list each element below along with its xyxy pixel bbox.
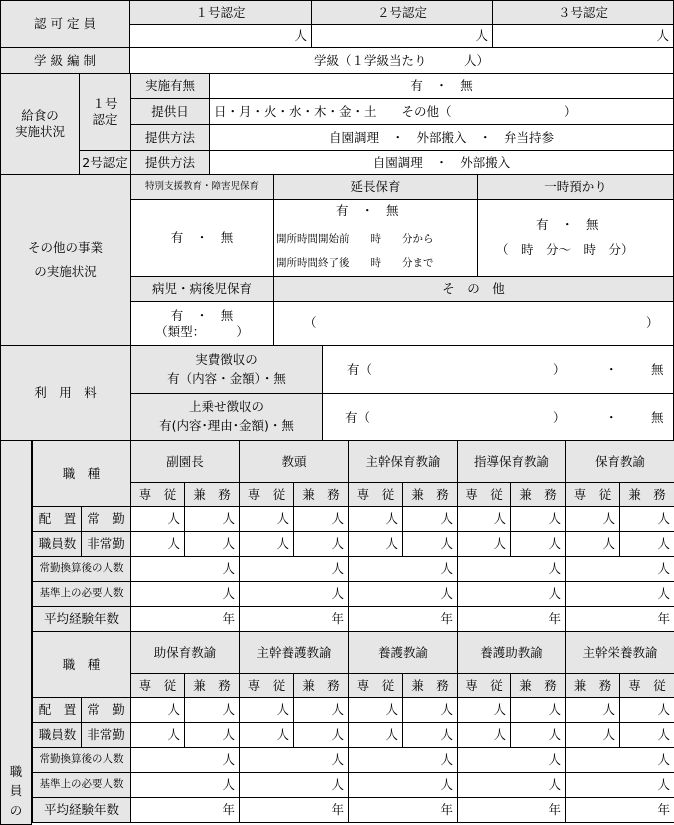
converted-count-label: 常勤換算後の人数 — [32, 556, 131, 582]
staff-side-char: 員 — [9, 783, 23, 799]
job-type-label: 職 種 — [32, 631, 131, 698]
unit-label: 年 — [657, 802, 670, 818]
unit-label: 人 — [222, 586, 235, 602]
unit-label: 人 — [440, 561, 453, 577]
unit-label: 人 — [656, 28, 669, 44]
unit-label: 人 — [294, 28, 307, 44]
meals-method1-field[interactable]: 自園調理 ・ 外部搬入 ・ 弁当持参 — [209, 124, 674, 151]
unit-label: 人 — [440, 727, 453, 743]
experience-field[interactable] — [457, 606, 566, 632]
staff-count-field[interactable] — [348, 506, 403, 532]
unit-label: 人 — [331, 561, 344, 577]
regular-label: 常 勤 — [81, 506, 131, 532]
employment-type-header: 兼 務 — [510, 673, 566, 698]
required-count-field[interactable] — [348, 581, 458, 607]
sick-care-type: （類型： ） — [155, 323, 249, 339]
staff-count-label: 職員数 — [32, 722, 83, 748]
staff-count-field[interactable] — [619, 531, 674, 557]
sick-care-field[interactable] — [130, 301, 274, 346]
unit-label: 人 — [602, 727, 615, 743]
staff-count-field[interactable] — [619, 722, 674, 748]
staff-side-char: の — [9, 802, 23, 818]
job-type-label: 職 種 — [32, 440, 131, 507]
job-header: 副園長 — [130, 440, 240, 483]
unit-label: 人 — [548, 561, 561, 577]
meals-type2-label: 2号認定 — [79, 150, 131, 175]
required-count-field[interactable] — [348, 772, 458, 798]
employment-type-header: 専 従 — [239, 673, 294, 698]
experience-field[interactable] — [239, 797, 349, 823]
regular-label: 常 勤 — [81, 697, 131, 723]
unit-label: 人 — [167, 727, 180, 743]
employment-type-header: 兼 務 — [510, 482, 566, 507]
experience-field[interactable] — [348, 797, 458, 823]
unit-label: 人 — [657, 561, 670, 577]
required-count-field[interactable] — [130, 581, 240, 607]
unit-label: 人 — [276, 727, 289, 743]
required-count-field[interactable] — [239, 772, 349, 798]
job-header: 指導保育教諭 — [457, 440, 566, 483]
converted-count-field[interactable] — [565, 747, 674, 773]
required-count-field[interactable] — [565, 581, 674, 607]
staff-count-field[interactable] — [184, 722, 240, 748]
experience-field[interactable] — [348, 606, 458, 632]
unit-label: 人 — [657, 727, 670, 743]
staff-count-field[interactable] — [293, 697, 349, 723]
fees-actual-close: ） — [553, 362, 566, 377]
employment-type-header: 兼 務 — [402, 673, 458, 698]
unit-label: 年 — [657, 611, 670, 627]
converted-count-label: 常勤換算後の人数 — [32, 747, 131, 773]
staff-side-char: 職 — [9, 763, 23, 779]
meals-method1-label: 提供方法 — [130, 124, 210, 151]
unit-label: 年 — [331, 611, 344, 627]
unit-label: 年 — [440, 802, 453, 818]
staff-count-field[interactable] — [348, 531, 403, 557]
capacity-type1-field[interactable] — [129, 24, 312, 48]
other-field[interactable] — [273, 301, 674, 346]
staff-count-field[interactable] — [510, 506, 566, 532]
unit-label: 人 — [475, 28, 488, 44]
unit-label: 人 — [440, 702, 453, 718]
unit-label: 人 — [385, 511, 398, 527]
converted-count-field[interactable] — [130, 556, 240, 582]
unit-label: 人 — [222, 561, 235, 577]
fees-extra-close: ） — [553, 410, 566, 425]
employment-type-header: 専 従 — [239, 482, 294, 507]
staff-count-field[interactable] — [565, 506, 620, 532]
employment-type-header: 兼 務 — [565, 673, 620, 698]
experience-field[interactable] — [130, 797, 240, 823]
unit-label: 人 — [657, 777, 670, 793]
employment-type-header: 兼 務 — [293, 673, 349, 698]
employment-type-header: 兼 務 — [293, 482, 349, 507]
staff-count-field[interactable] — [402, 697, 458, 723]
employment-type-header: 専 従 — [457, 673, 511, 698]
unit-label: 人 — [493, 536, 506, 552]
required-count-label: 基準上の必要人数 — [32, 772, 131, 798]
experience-field[interactable] — [457, 797, 566, 823]
other-close-paren: ） — [646, 315, 659, 330]
unit-label: 人 — [440, 536, 453, 552]
meals-days-label: 提供日 — [130, 98, 210, 125]
required-count-label: 基準上の必要人数 — [32, 581, 131, 607]
fees-actual-cost-label: 実費徴収の 有（内容・金額）・無 — [130, 345, 323, 394]
unit-label: 人 — [331, 777, 344, 793]
unit-label: 人 — [331, 586, 344, 602]
unit-label: 年 — [222, 802, 235, 818]
staff-count-field[interactable] — [402, 722, 458, 748]
capacity-header-type2: ２号認定 — [311, 0, 493, 25]
job-header: 主幹保育教諭 — [348, 440, 458, 483]
capacity-header-type3: ３号認定 — [492, 0, 674, 25]
other-services-label: その他の事業 の実施状況 — [0, 174, 131, 346]
unit-label: 人 — [548, 511, 561, 527]
staff-side-label — [0, 440, 32, 825]
extended-care-value: 有 ・ 無 — [336, 203, 399, 218]
unit-label: 人 — [385, 702, 398, 718]
unit-label: 年 — [222, 611, 235, 627]
meals-label: 給食の 実施状況 — [0, 73, 80, 175]
unit-label: 人 — [440, 752, 453, 768]
unit-label: 人 — [222, 727, 235, 743]
staff-count-field[interactable] — [239, 697, 294, 723]
unit-label: 人 — [493, 702, 506, 718]
temporary-care-value: 有 ・ 無 — [536, 217, 599, 232]
experience-field[interactable] — [565, 797, 674, 823]
converted-count-field[interactable] — [457, 747, 566, 773]
required-count-field[interactable] — [239, 581, 349, 607]
unit-label: 人 — [657, 702, 670, 718]
unit-label: 人 — [276, 536, 289, 552]
extended-care-line2: 開所時間終了後 時 分まで — [276, 257, 434, 269]
unit-label: 人 — [493, 511, 506, 527]
unit-label: 人 — [548, 536, 561, 552]
unit-label: 人 — [548, 586, 561, 602]
staff-count-field[interactable] — [130, 697, 185, 723]
unit-label: 人 — [548, 727, 561, 743]
required-count-field[interactable] — [457, 581, 566, 607]
fees-actual-open: 有（ — [347, 362, 373, 377]
converted-count-field[interactable] — [348, 556, 458, 582]
meals-method2-label: 提供方法 — [130, 150, 210, 175]
staff-count-field[interactable] — [565, 531, 620, 557]
unit-label: 人 — [602, 702, 615, 718]
job-header: 主幹栄養教諭 — [565, 631, 674, 674]
unit-label: 人 — [222, 702, 235, 718]
staff-count-field[interactable] — [239, 722, 294, 748]
job-header: 教頭 — [239, 440, 349, 483]
employment-type-header: 専 従 — [130, 673, 185, 698]
extended-care-field[interactable] — [273, 199, 478, 277]
fees-actual-sep: ・ — [605, 362, 618, 377]
staff-count-field[interactable] — [510, 722, 566, 748]
unit-label: 年 — [548, 802, 561, 818]
unit-label: 人 — [331, 752, 344, 768]
unit-label: 人 — [167, 511, 180, 527]
unit-label: 人 — [222, 752, 235, 768]
unit-label: 人 — [222, 536, 235, 552]
staff-count-field[interactable] — [293, 531, 349, 557]
staff-count-field[interactable] — [457, 506, 511, 532]
staff-count-field[interactable] — [184, 697, 240, 723]
staff-count-field[interactable] — [565, 722, 620, 748]
required-count-field[interactable] — [457, 772, 566, 798]
unit-label: 人 — [385, 727, 398, 743]
unit-label: 人 — [548, 702, 561, 718]
fees-extra-none: 無 — [651, 410, 664, 425]
staff-count-field[interactable] — [510, 697, 566, 723]
staff-count-field[interactable] — [293, 722, 349, 748]
experience-field[interactable] — [565, 606, 674, 632]
unit-label: 人 — [657, 536, 670, 552]
employment-type-header: 専 従 — [130, 482, 185, 507]
converted-count-field[interactable] — [130, 747, 240, 773]
other-label: そ の 他 — [273, 276, 674, 302]
converted-count-field[interactable] — [239, 556, 349, 582]
capacity-header-type1: １号認定 — [129, 0, 312, 25]
staff-count-field[interactable] — [457, 722, 511, 748]
required-count-field[interactable] — [565, 772, 674, 798]
extended-care-label: 延長保育 — [273, 174, 478, 200]
converted-count-field[interactable] — [348, 747, 458, 773]
placement-label: 配 置 — [32, 506, 83, 532]
capacity-type2-field[interactable] — [311, 24, 493, 48]
fees-actual-cost-field[interactable] — [322, 345, 674, 394]
sick-care-label: 病児・病後児保育 — [130, 276, 274, 302]
staff-count-field[interactable] — [130, 506, 185, 532]
staff-count-field[interactable] — [184, 531, 240, 557]
staff-count-field[interactable] — [130, 531, 185, 557]
staff-count-label: 職員数 — [32, 531, 83, 557]
capacity-type3-field[interactable] — [492, 24, 674, 48]
staff-count-field[interactable] — [130, 722, 185, 748]
employment-type-header: 専 従 — [457, 482, 511, 507]
unit-label: 人 — [440, 586, 453, 602]
staff-count-field[interactable] — [565, 697, 620, 723]
meals-implementation-label: 実施有無 — [130, 73, 210, 99]
fees-extra-sep: ・ — [605, 410, 618, 425]
experience-field[interactable] — [239, 606, 349, 632]
staff-count-field[interactable] — [293, 506, 349, 532]
placement-label: 配 置 — [32, 697, 83, 723]
staff-count-field[interactable] — [402, 506, 458, 532]
other-open-paren: （ — [304, 315, 317, 330]
unit-label: 人 — [657, 511, 670, 527]
unit-label: 人 — [276, 511, 289, 527]
unit-label: 年 — [331, 802, 344, 818]
unit-label: 人 — [167, 536, 180, 552]
unit-label: 人 — [222, 511, 235, 527]
meals-type1-label: １号 認定 — [79, 73, 131, 151]
unit-label: 人 — [440, 511, 453, 527]
unit-label: 人 — [331, 511, 344, 527]
converted-count-field[interactable] — [239, 747, 349, 773]
meals-method2-field[interactable]: 自園調理 ・ 外部搬入 — [209, 150, 674, 175]
temporary-care-label: 一時預かり — [477, 174, 674, 200]
fees-extra-open: 有（ — [345, 410, 371, 425]
unit-label: 人 — [385, 536, 398, 552]
job-header: 主幹養護教諭 — [239, 631, 349, 674]
staff-count-field[interactable] — [457, 697, 511, 723]
nonregular-label: 非常勤 — [81, 531, 131, 557]
fees-extra-label: 上乗せ徴収の 有(内容･理由･金額)・無 — [130, 393, 323, 441]
staff-count-field[interactable] — [348, 722, 403, 748]
special-support-label: 特別支援教育・障害児保育 — [130, 174, 274, 200]
experience-label: 平均経験年数 — [32, 797, 131, 823]
unit-label: 人 — [657, 752, 670, 768]
employment-type-header: 兼 務 — [184, 482, 240, 507]
unit-label: 人 — [602, 536, 615, 552]
unit-label: 人 — [657, 586, 670, 602]
extended-care-line1: 開所時間開始前 時 分から — [276, 233, 434, 245]
meals-implementation-field[interactable]: 有 ・ 無 — [209, 73, 674, 99]
temporary-care-field[interactable] — [477, 199, 674, 277]
unit-label: 人 — [331, 536, 344, 552]
unit-label: 人 — [222, 777, 235, 793]
job-header: 助保育教諭 — [130, 631, 240, 674]
staff-count-field[interactable] — [184, 506, 240, 532]
unit-label: 人 — [276, 702, 289, 718]
experience-field[interactable] — [130, 606, 240, 632]
fees-actual-none: 無 — [651, 362, 664, 377]
unit-label: 人 — [167, 702, 180, 718]
employment-type-header: 専 従 — [348, 673, 403, 698]
temporary-care-time: （ 時 分～ 時 分） — [496, 242, 634, 257]
required-count-field[interactable] — [130, 772, 240, 798]
staff-count-field[interactable] — [348, 697, 403, 723]
employment-type-header: 専 従 — [565, 482, 620, 507]
unit-label: 人 — [602, 511, 615, 527]
capacity-label: 認 可 定 員 — [0, 0, 130, 48]
converted-count-field[interactable] — [565, 556, 674, 582]
employment-type-header: 兼 務 — [402, 482, 458, 507]
staff-count-field[interactable] — [619, 506, 674, 532]
unit-label: 人 — [548, 752, 561, 768]
staff-count-field[interactable] — [402, 531, 458, 557]
fees-label: 利 用 料 — [0, 345, 131, 441]
unit-label: 人 — [493, 727, 506, 743]
unit-label: 人 — [440, 777, 453, 793]
employment-type-header: 専 従 — [348, 482, 403, 507]
sick-care-value: 有 ・ 無 — [170, 307, 234, 323]
staff-count-field[interactable] — [239, 506, 294, 532]
staff-count-field[interactable] — [457, 531, 511, 557]
unit-label: 人 — [548, 777, 561, 793]
employment-type-header: 兼 務 — [619, 482, 674, 507]
unit-label: 年 — [548, 611, 561, 627]
meals-days-field[interactable]: 日・月・火・水・木・金・土 その他（ ） — [209, 98, 674, 125]
staff-count-field[interactable] — [619, 697, 674, 723]
unit-label: 人 — [331, 702, 344, 718]
staff-count-field[interactable] — [510, 531, 566, 557]
staff-count-field[interactable] — [239, 531, 294, 557]
nonregular-label: 非常勤 — [81, 722, 131, 748]
fees-extra-field[interactable] — [322, 393, 674, 441]
converted-count-field[interactable] — [457, 556, 566, 582]
employment-type-header: 兼 務 — [184, 673, 240, 698]
unit-label: 人 — [331, 727, 344, 743]
employment-type-header: 専 従 — [619, 673, 674, 698]
special-support-field[interactable]: 有 ・ 無 — [130, 199, 274, 277]
class-org-label: 学 級 編 制 — [0, 47, 130, 74]
experience-label: 平均経験年数 — [32, 606, 131, 632]
unit-label: 年 — [440, 611, 453, 627]
job-header: 養護教諭 — [348, 631, 458, 674]
class-org-field[interactable]: 学級（１学級当たり 人） — [129, 47, 674, 74]
job-header: 保育教諭 — [565, 440, 674, 483]
job-header: 養護助教諭 — [457, 631, 566, 674]
